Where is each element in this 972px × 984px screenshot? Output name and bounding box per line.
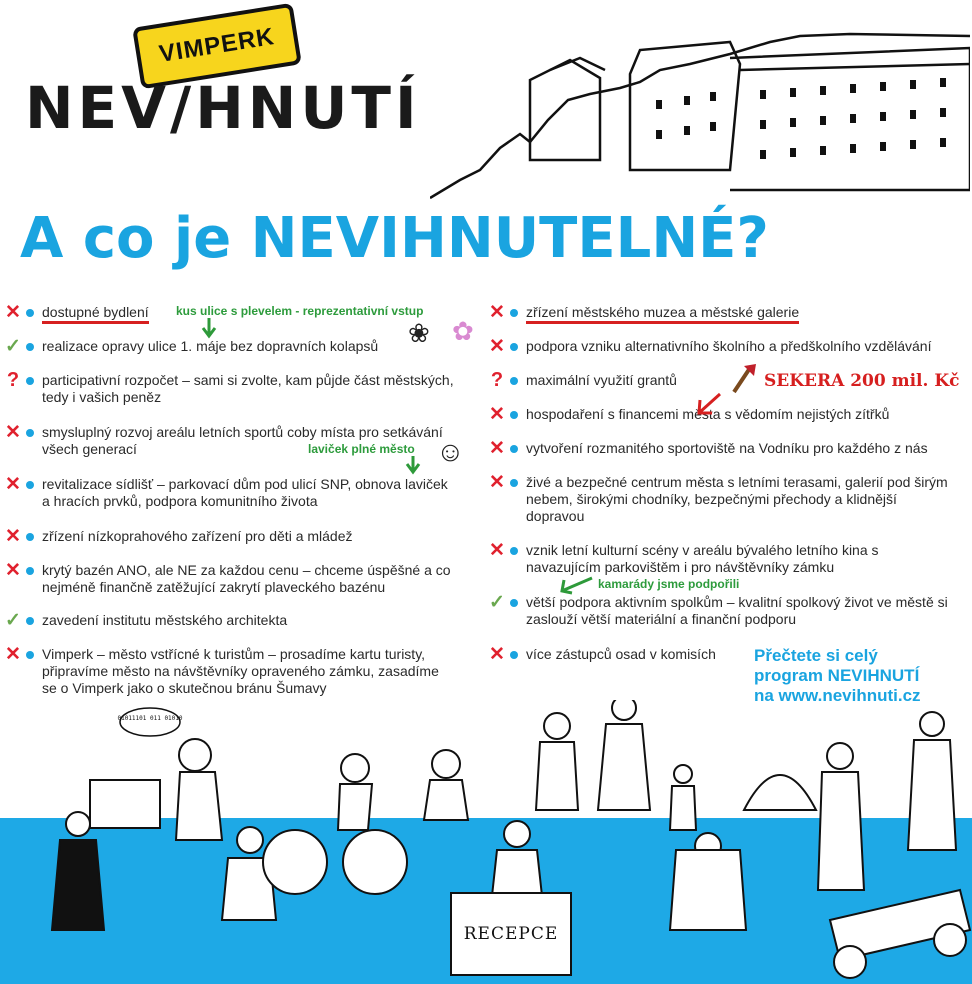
- note-street: kus ulice s plevelem - reprezentativní vstup: [176, 304, 424, 318]
- green-arrow-icon: [558, 574, 594, 596]
- cross-icon: ✕: [489, 335, 505, 357]
- list-item: ✓ větší podpora aktivním spolkům – kvalitní spolkový život ve městě si zaslouží větší materiální a finanční podporu: [489, 591, 948, 627]
- list-item: ✕ dostupné bydlení: [5, 301, 149, 323]
- castle-sketch: [430, 30, 970, 200]
- cta-line3: na www.nevihnuti.cz: [754, 686, 921, 705]
- list-item: ✕ živé a bezpečné centrum města s letními terasami, galerií pod širým nebem, širokými chodníky, bezpečnými přechody a klidnější dopravou: [489, 471, 948, 524]
- axe-note: SEKERA 200 mil. Kč: [764, 371, 960, 391]
- list-item: ✕ smysluplný rozvoj areálu letních sportů coby místa pro setkávání všech generací: [5, 421, 443, 457]
- nevihnuti-logo: NEV/HNUTÍ: [25, 74, 421, 142]
- cta-line2: program NEVIHNUTÍ: [754, 666, 920, 685]
- list-item: ✓ zavedení institutu městského architekta: [5, 609, 288, 631]
- cross-icon: ✕: [5, 643, 21, 665]
- bubble-text: 01011101 011 01010: [117, 715, 183, 722]
- cross-icon: ✕: [5, 473, 21, 495]
- cross-icon: ✕: [489, 539, 505, 561]
- cta-line1: Přečtete si celý: [754, 646, 878, 665]
- cross-icon: ✕: [489, 403, 505, 425]
- list-item: ✕ hospodaření s financemi města s vědomím nejistých zítřků: [489, 403, 890, 425]
- cta-block: [754, 646, 921, 706]
- list-item: ✓ realizace opravy ulice 1. máje bez dopravních kolapsů: [5, 335, 379, 357]
- check-icon: ✓: [5, 609, 21, 631]
- flower-icon: ❀: [408, 318, 430, 348]
- cross-icon: ✕: [489, 301, 505, 323]
- axe-icon: [728, 362, 758, 394]
- red-arrow-icon: [696, 392, 722, 416]
- reception-desk: RECEPCE: [450, 892, 572, 976]
- question-icon: ?: [490, 368, 504, 391]
- cross-icon: ✕: [5, 525, 21, 547]
- flower-icon: ✿: [452, 316, 474, 346]
- green-arrow-icon: [404, 456, 422, 476]
- list-item: ✕ více zástupců osad v komisích: [489, 643, 716, 665]
- cross-icon: ✕: [5, 421, 21, 443]
- vimperk-sign: VIMPERK: [132, 3, 302, 90]
- list-item: ✕ krytý bazén ANO, ale NE za každou cenu – chceme úspěšné a co nejméně finančně zatěžující zakrytí plaveckého bazénu: [5, 559, 451, 595]
- green-arrow-icon: [200, 318, 218, 340]
- note-benches: laviček plné město: [308, 442, 415, 456]
- headline-prefix: A co je: [20, 206, 251, 271]
- note-clubs: kamarády jsme podpořili: [598, 577, 740, 591]
- list-item: ✕ Vimperk – město vstřícné k turistům – prosadíme kartu turisty, připravíme město na návštěvníky opraveného zámku, zasadíme se o Vimperk jako o skutečnou bránu Šumavy: [5, 643, 439, 696]
- list-item: ? maximální využití grantů: [488, 372, 677, 389]
- list-item: ? participativní rozpočet – sami si zvolte, kam půjde část městských, tedy i vašich peněz: [4, 372, 454, 406]
- cross-icon: ✕: [489, 437, 505, 459]
- cross-icon: ✕: [489, 643, 505, 665]
- cross-icon: ✕: [5, 301, 21, 323]
- list-item: ✕ podpora vzniku alternativního školního a předškolního vzdělávání: [489, 335, 932, 357]
- headline-highlight: NEVIHNUTELNÉ?: [250, 206, 769, 271]
- headline: [20, 206, 769, 271]
- question-icon: ?: [6, 368, 20, 391]
- list-item: ✕ revitalizace sídlišť – parkovací dům pod ulicí SNP, obnova laviček a hracích prvků, podpora komunitního života: [5, 473, 448, 509]
- sweat-smile-icon: ☺: [436, 436, 465, 467]
- list-item: ✕ vytvoření rozmanitého sportoviště na Vodníku pro každého z nás: [489, 437, 928, 459]
- cross-icon: ✕: [489, 471, 505, 493]
- cross-icon: ✕: [5, 559, 21, 581]
- list-item: ✕ zřízení nízkoprahového zařízení pro děti a mládež: [5, 525, 353, 547]
- list-item: ✕ vznik letní kulturní scény v areálu bývalého letního kina s navazujícím parkovištěm i pro návštěvníky zámku: [489, 539, 879, 575]
- check-icon: ✓: [5, 335, 21, 357]
- list-item: ✕ zřízení městského muzea a městské galerie: [489, 301, 800, 323]
- check-icon: ✓: [489, 591, 505, 613]
